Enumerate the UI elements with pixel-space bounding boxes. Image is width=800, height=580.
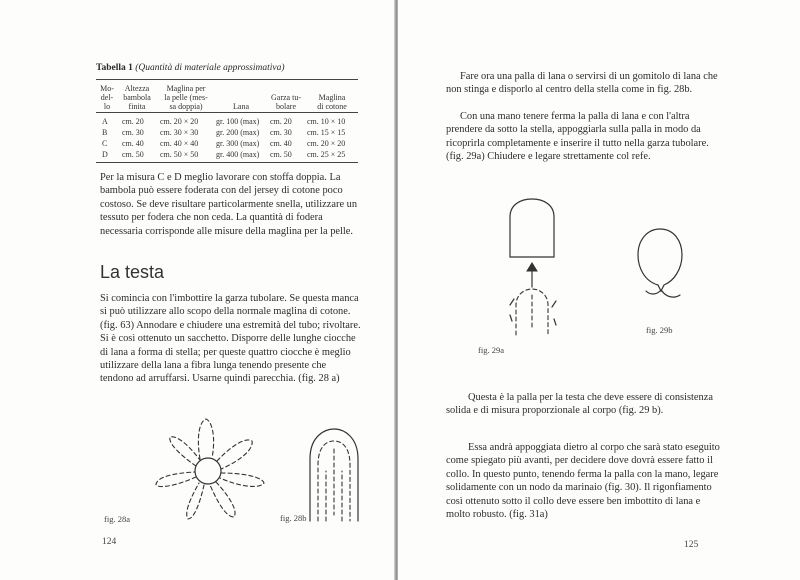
figure-label-28a: fig. 28a	[104, 514, 130, 524]
table-cell: D	[102, 150, 108, 159]
table-cell: cm. 50	[270, 150, 292, 159]
tied-ball-illustration	[634, 225, 694, 305]
table-header-wool: Lana	[233, 102, 249, 111]
wrapped-ball-illustration	[304, 425, 364, 525]
paragraph-ball-text: Fare ora una palla di lana o servirsi di un gomitolo di lana che non stinga e disporlo al centro della stella come in fig. 28b.	[446, 71, 718, 96]
table-header-cotton: Maglina di cotone	[317, 93, 347, 111]
table-header-gauze: Garza tu- bolare	[271, 93, 301, 111]
right-page	[398, 0, 800, 580]
left-page	[0, 0, 395, 580]
table-cell: cm. 40	[122, 139, 144, 148]
paragraph-neck-text: Essa andrà appoggiata dietro al corpo che sarà stato eseguito come spiegato più avanti, per decidere dove dovrà essere fatto il collo. In questo punto, tenendo ferma la palla con la mano, legare solidamente con un nodo da marinaio (fig. 30). Il rigonfiamento così ottenuto sotto il collo deve essere ben imbottito di lana e molto robusto. (fig. 31a)	[446, 442, 720, 521]
table-caption	[96, 63, 285, 73]
table-caption-subtitle: (Quantità di materiale approssimativa)	[135, 63, 285, 73]
table-header-model: Mo- del- lo	[100, 84, 114, 111]
table-header-height: Altezza bambola finita	[123, 84, 151, 111]
figure-label-29b: fig. 29b	[646, 325, 673, 335]
table-cell: cm. 10 × 10	[307, 117, 346, 126]
table-cell: A	[102, 117, 108, 126]
paragraph-lining	[100, 171, 362, 238]
star-illustration	[140, 415, 285, 530]
gauze-tube-illustration	[506, 195, 560, 340]
table-caption-label: Tabella 1	[96, 63, 133, 73]
paragraph-ball	[446, 70, 724, 97]
paragraph-neck	[446, 441, 724, 521]
table-cell: gr. 100 (max)	[216, 117, 260, 126]
table-cell: cm. 20 × 20	[160, 117, 199, 126]
page-number-left: 124	[102, 537, 117, 547]
table-cell: cm. 50 × 50	[160, 150, 199, 159]
table-cell: C	[102, 139, 108, 148]
table-cell: B	[102, 128, 108, 137]
table-header-rule	[96, 112, 358, 113]
table-cell: gr. 300 (max)	[216, 139, 260, 148]
page-number-right: 125	[684, 540, 699, 550]
table-cell: cm. 15 × 15	[307, 128, 346, 137]
table-cell: cm. 20	[270, 117, 292, 126]
table-header-skin: Maglina per la pelle (mes- sa doppia)	[164, 84, 208, 111]
table-cell: cm. 25 × 25	[307, 150, 346, 159]
paragraph-head-ball-text: Questa è la palla per la testa che deve essere di consistenza solida e di misura proporzionale al corpo (fig. 29 b).	[446, 392, 713, 417]
paragraph-gauze	[446, 110, 724, 164]
table-cell: cm. 20	[122, 117, 144, 126]
table-cell: cm. 30	[122, 128, 144, 137]
paragraph-gauze-text: Con una mano tenere ferma la palla di lana e con l'altra prendere da sotto la stella, appoggiarla sulla palla in modo da ricoprirla completamente e inserire il tutto nella garza tubolare. (fig. 29a) Chiudere e legare strettamente col refe.	[446, 111, 709, 163]
table-cell: gr. 200 (max)	[216, 128, 260, 137]
table-cell: cm. 30 × 30	[160, 128, 199, 137]
table-cell: cm. 20 × 20	[307, 139, 346, 148]
table-bottom-rule	[96, 162, 358, 163]
table-cell: gr. 400 (max)	[216, 150, 260, 159]
paragraph-head-intro-text: Si comincia con l'imbottire la garza tubolare. Se questa manca si può utilizzare allo scopo della normale maglina di cotone. (fig. 63) Annodare e chiudere una estremità del tubo; rivoltare. Si è così ottenuto un sacchetto. Disporre delle lunghe ciocche di lana a forma di stella; per queste quattro ciocche è meglio utilizzare della lana a fibra lunga tenendo presente che tendono ad arruffarsi. Usarne quindi parecchia. (fig. 28 a)	[100, 293, 361, 385]
figure-label-28b: fig. 28b	[280, 513, 307, 523]
paragraph-head-ball	[446, 391, 724, 418]
table-cell: cm. 30	[270, 128, 292, 137]
section-title: La testa	[100, 262, 165, 282]
table-top-rule	[96, 79, 358, 80]
figure-label-29a: fig. 29a	[478, 345, 504, 355]
table-cell: cm. 40 × 40	[160, 139, 199, 148]
paragraph-lining-text: Per la misura C e D meglio lavorare con stoffa doppia. La bambola può essere foderata con del jersey di cotone poco costoso. Se deve risultare particolarmente snella, utilizzare un tessuto per fodera che non ceda. La quantità di fodera necessaria corrisponde alle misure della maglina per la pelle.	[100, 172, 358, 237]
paragraph-head-intro	[100, 292, 362, 386]
table-cell: cm. 40	[270, 139, 292, 148]
table-cell: cm. 50	[122, 150, 144, 159]
